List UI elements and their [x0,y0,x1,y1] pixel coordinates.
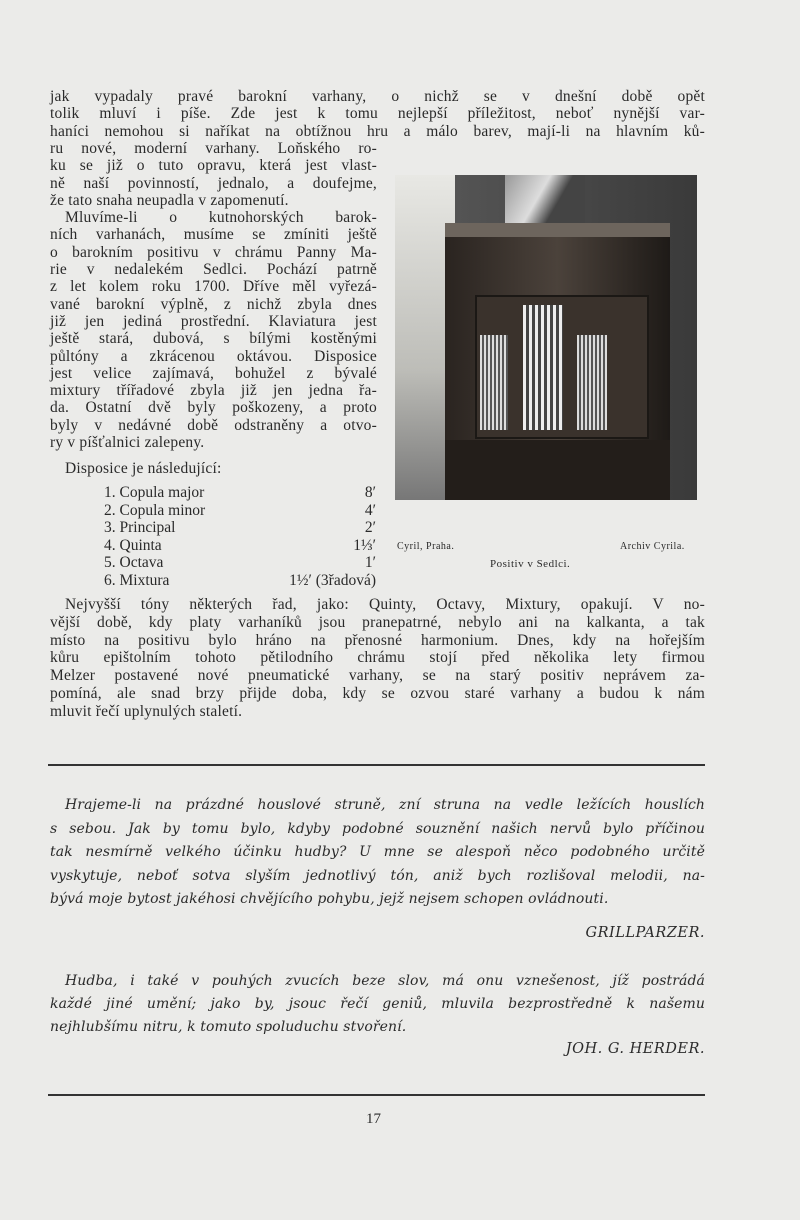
divider-top [48,764,705,766]
quote-line: tak nesmírně velkého účinku hudby? U mne se alespoň něco podobného určitě [50,844,705,860]
stop-name: 6. Mixtura [104,571,170,589]
text-line: mixtury třířadové zbyla již jen jedna řa- [50,382,377,400]
stop-name: 3. Principal [104,519,176,536]
text-line: ještě stará, dubová, s bílými kostěnými [50,330,377,348]
text-line: vané barokní výplně, z nichž zbyla dnes [50,295,377,313]
text-line: vější době, kdy platy varhaníků jsou pranepatrné, nebylo ani na kalkanta, a tak [50,613,705,631]
stop-name: 2. Copula minor [104,501,206,519]
text-line: tolik mluví i píše. Zde jest k tomu nejlepší příležitost, neboť nynější var- [50,105,705,123]
quote-author-herder: JOH. G. HERDER. [565,1041,705,1057]
page-number: 17 [366,1111,381,1127]
text-line: ry v píšťalnici zalepeny. [50,434,205,451]
text-line: rie v nedalekém Sedlci. Pochází patrně [50,261,377,278]
text-line: mluvit řečí uplynulých staletí. [50,702,243,720]
quote-line: bývá moje bytost jakéhosi chvějícího pohybu, jejž nejsem schopen ovládnouti. [50,891,609,907]
quote-line: Hrajeme-li na prázdné houslové struně, zní struna na vedle ležících houslích [65,797,705,813]
text-line: jak vypadaly pravé barokní varhany, o nichž se v dnešní době opět [50,88,705,105]
stop-name: 1. Copula major [104,484,205,501]
text-line: o barokním positivu v chrámu Panny Ma- [50,243,377,261]
text-line: haníci nemohou si naříkat na obtížnou hru a málo barev, mají-li na hlavním ků- [50,122,705,140]
stop-name: 4. Quinta [104,536,162,554]
text-line: Melzer postavené nové pneumatické varhany, se na starý positiv neprávem za- [50,667,705,685]
text-line: ně naší povinností, jednalo, a doufejme, [50,174,377,192]
text-line: Mluvíme-li o kutnohorských barok- [65,209,377,227]
text-line: byly v nedávné době odstraněny a otvo- [50,416,377,434]
stop-size: 8′ [364,484,376,501]
photo-caption: Positiv v Sedlci. [490,558,571,570]
text-line: že tato snaha neupadla v zapomenutí. [50,191,289,209]
stop-size: 1⅓′ [353,536,376,554]
text-line: ru nové, moderní varhany. Loňského ro- [50,139,377,157]
stop-size: 4′ [364,501,376,519]
text-line: ku se již o tuto opravu, která jest vlast- [50,157,377,175]
text-line: pomíná, ale snad brzy přijde doba, kdy se ozvou staré varhany a budou k nám [50,685,705,702]
disposition-intro: Disposice je následující: [65,460,222,477]
organ-photo [395,175,697,500]
quote-line: vyskytuje, neboť sotva slyším jednotlivý tón, aniž bych rozlišoval melodii, na- [50,867,705,884]
photo-credit-left: Cyril, Praha. [397,541,455,552]
photo-credit-right: Archiv Cyrila. [620,541,685,552]
text-line: již jen jediná prostřední. Klaviatura jest [50,312,377,330]
quote-author-grillparzer: GRILLPARZER. [585,925,705,941]
quote-line: s sebou. Jak by tomu bylo, kdyby podobné souznění našich nervů bylo příčinou [50,820,705,837]
stop-size: 1′ [364,554,376,571]
quote-line: každé jiné umění; jako by, jsouc řečí geniů, mluvila bezprostředně k našemu [50,996,705,1012]
text-line: ních varhanách, musíme se zmíniti ještě [50,226,377,244]
text-line: půltóny a zkrácenou oktávou. Disposice [50,347,377,365]
text-line: kůru epištolním tohoto pětilodního chrámu stojí před několika lety firmou [50,649,705,667]
quote-line: nejhlubšímu nitru, k tomuto spoluduchu stvoření. [50,1019,407,1035]
stop-size: 1½′ (3řadová) [289,571,376,589]
text-line: z let kolem roku 1700. Dříve měl vyřezá- [50,278,377,296]
text-line: jest velice zajímavá, bohužel z bývalé [50,364,377,382]
stop-size: 2′ [364,519,376,536]
divider-bottom [48,1094,705,1096]
quote-line: Hudba, i také v pouhých zvucích beze slov, má onu vznešenost, jíž postrádá [65,973,705,989]
text-line: Nejvyšší tóny některých řad, jako: Quinty, Octavy, Mixtury, opakují. V no- [65,596,705,613]
text-line: místo na positivu bylo hráno na přenosné harmonium. Dnes, kdy na hořejším [50,631,705,649]
text-line: da. Ostatní dvě byly poškozeny, a proto [50,399,377,417]
stop-name: 5. Octava [104,554,164,571]
